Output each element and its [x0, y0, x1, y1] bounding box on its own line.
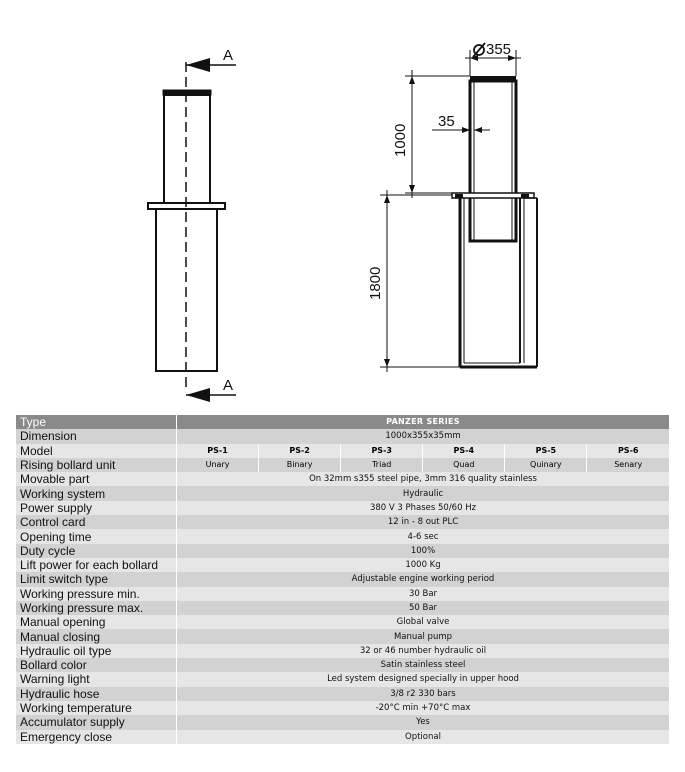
row-value: Yes [177, 715, 670, 729]
section-label-bottom: A [223, 377, 234, 394]
series-name: PANZER SERIES [177, 415, 670, 429]
row-label: Working pressure max. [16, 601, 177, 615]
row-value: 1000 Kg [177, 558, 670, 572]
unit-label: Rising bollard unit [16, 458, 177, 472]
table-row [16, 615, 669, 629]
model-cell: PS-1 [177, 444, 259, 458]
unit-cell: Unary [177, 458, 259, 472]
table-header-row [16, 415, 669, 429]
table-row [16, 572, 669, 586]
table-row [16, 587, 669, 601]
table-row [16, 672, 669, 686]
unit-cell: Quad [423, 458, 505, 472]
row-value: 30 Bar [177, 587, 670, 601]
unit-cell: Binary [259, 458, 341, 472]
table-row [16, 687, 669, 701]
dimension-value: 1000x355x35mm [177, 429, 670, 443]
table-row [16, 501, 669, 515]
unit-cell: Senary [587, 458, 669, 472]
row-label: Manual opening [16, 615, 177, 629]
model-cell: PS-4 [423, 444, 505, 458]
type-label: Type [16, 415, 177, 429]
row-value: 4-6 sec [177, 529, 670, 543]
table-row [16, 658, 669, 672]
dim-height-exposed: 1000 [392, 123, 409, 157]
table-row [16, 472, 669, 486]
model-label: Model [16, 444, 177, 458]
unit-cell: Quinary [505, 458, 587, 472]
row-label: Working temperature [16, 701, 177, 715]
row-label: Power supply [16, 501, 177, 515]
row-label: Working system [16, 486, 177, 500]
row-label: Hydraulic hose [16, 687, 177, 701]
row-label: Duty cycle [16, 544, 177, 558]
dim-diameter: 355 [486, 41, 512, 58]
section-label-top: A [223, 47, 234, 64]
table-row [16, 715, 669, 729]
row-label: Movable part [16, 472, 177, 486]
dimension-label: Dimension [16, 429, 177, 443]
table-row [16, 601, 669, 615]
row-label: Working pressure min. [16, 587, 177, 601]
row-value: 3/8 r2 330 bars [177, 687, 670, 701]
section-view [380, 50, 537, 372]
table-row [16, 444, 669, 458]
table-row [16, 529, 669, 543]
row-label: Opening time [16, 529, 177, 543]
row-value: 12 in - 8 out PLC [177, 515, 670, 529]
table-row [16, 515, 669, 529]
row-value: Hydraulic [177, 486, 670, 500]
row-value: Led system designed specially in upper hood [177, 672, 670, 686]
row-label: Warning light [16, 672, 177, 686]
row-value: Adjustable engine working period [177, 572, 670, 586]
row-value: 100% [177, 544, 670, 558]
row-label: Control card [16, 515, 177, 529]
row-label: Accumulator supply [16, 715, 177, 729]
row-value: Global valve [177, 615, 670, 629]
table-row [16, 458, 669, 472]
row-label: Hydraulic oil type [16, 644, 177, 658]
table-row [16, 701, 669, 715]
row-value: 32 or 46 number hydraulic oil [177, 644, 670, 658]
spec-table [16, 415, 669, 744]
table-row [16, 486, 669, 500]
table-row [16, 629, 669, 643]
table-row [16, 544, 669, 558]
model-cell: PS-6 [587, 444, 669, 458]
row-label: Emergency close [16, 730, 177, 744]
row-label: Limit switch type [16, 572, 177, 586]
model-cell: PS-5 [505, 444, 587, 458]
diameter-symbol-icon [473, 43, 485, 57]
dim-height-buried: 1800 [367, 266, 384, 300]
row-value: 380 V 3 Phases 50/60 Hz [177, 501, 670, 515]
row-value: Optional [177, 730, 670, 744]
model-cell: PS-2 [259, 444, 341, 458]
row-value: Manual pump [177, 629, 670, 643]
row-value: On 32mm s355 steel pipe, 3mm 316 quality stainless [177, 472, 670, 486]
model-cell: PS-3 [341, 444, 423, 458]
dim-wall: 35 [438, 113, 455, 130]
row-value: Satin stainless steel [177, 658, 670, 672]
elevation-view [148, 58, 236, 402]
row-label: Manual closing [16, 629, 177, 643]
table-row [16, 558, 669, 572]
row-label: Lift power for each bollard [16, 558, 177, 572]
row-value: 50 Bar [177, 601, 670, 615]
row-value: -20°C min +70°C max [177, 701, 670, 715]
row-label: Bollard color [16, 658, 177, 672]
table-row [16, 429, 669, 443]
table-row [16, 730, 669, 744]
table-row [16, 644, 669, 658]
unit-cell: Triad [341, 458, 423, 472]
